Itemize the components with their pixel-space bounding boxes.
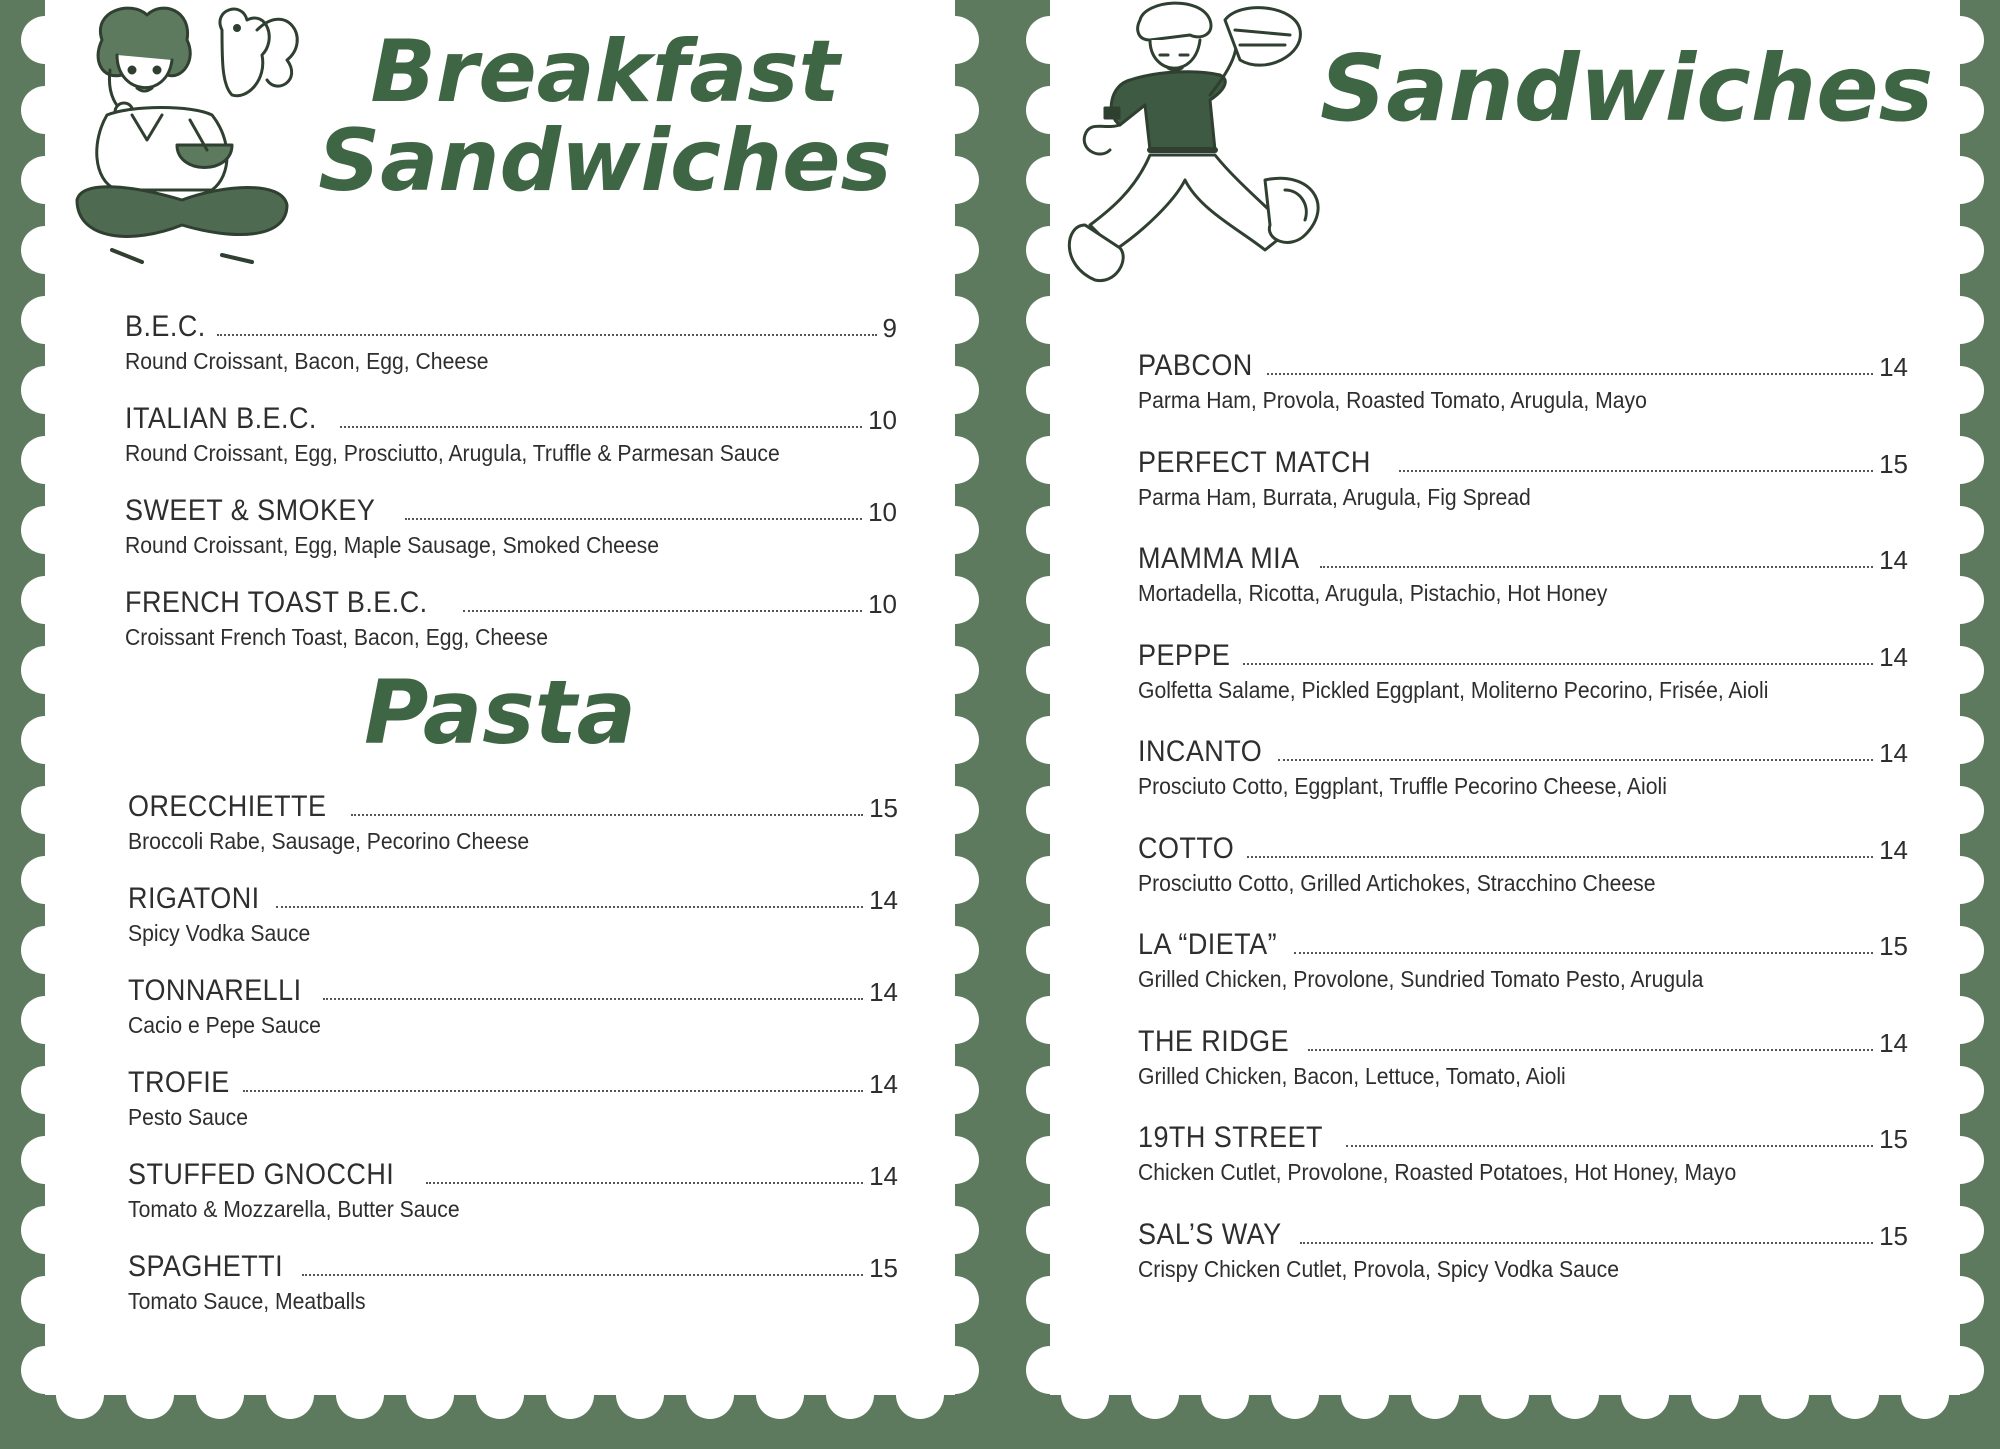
menu-item-price: 14: [1879, 738, 1908, 768]
dotted-leader: [1320, 565, 1874, 568]
menu-item-description: Pesto Sauce: [128, 1104, 248, 1130]
menu-item-description: Chicken Cutlet, Provolone, Roasted Potatoes, Hot Honey, Mayo: [1138, 1159, 1737, 1185]
menu-item-description: Tomato & Mozzarella, Butter Sauce: [128, 1196, 460, 1222]
menu-item-name: PEPPE: [1138, 638, 1231, 672]
menu-item-price: 14: [869, 885, 898, 915]
dotted-leader: [405, 517, 862, 520]
menu-item: [125, 306, 897, 398]
pasta-list: [128, 786, 898, 1338]
menu-item-price: 14: [1879, 834, 1908, 865]
menu-item-price: 15: [1879, 1124, 1908, 1154]
menu-item-price: 14: [1879, 352, 1908, 382]
menu-item-name: SWEET & SMOKEY: [125, 494, 376, 527]
menu-item-name: ITALIAN B.E.C.: [125, 402, 317, 435]
menu-item: [1138, 924, 1908, 1021]
menu-item-price: 15: [1879, 448, 1908, 479]
dotted-leader: [1278, 758, 1873, 761]
breakfast-heading-line1: Breakfast: [370, 22, 840, 122]
menu-item-description: Tomato Sauce, Meatballs: [128, 1288, 366, 1314]
menu-item-description: Mortadella, Ricotta, Arugula, Pistachio, Hot Honey: [1138, 580, 1608, 606]
breakfast-heading-line2: Sandwiches: [318, 110, 892, 211]
menu-item-description: Round Croissant, Egg, Prosciutto, Arugula, Truffle & Parmesan Sauce: [125, 440, 780, 466]
menu-item: [1138, 1214, 1908, 1311]
sandwiches-list: [1138, 345, 1908, 1310]
dotted-leader: [1267, 372, 1873, 375]
menu-item-description: Round Croissant, Egg, Maple Sausage, Smoked Cheese: [125, 532, 660, 558]
menu-item-price: 14: [869, 977, 898, 1007]
dotted-leader: [323, 997, 863, 1000]
dotted-leader: [426, 1181, 863, 1184]
menu-item-description: Croissant French Toast, Bacon, Egg, Cheese: [125, 624, 549, 650]
menu-item-name: ORECCHIETTE: [128, 790, 327, 823]
dotted-leader: [351, 813, 864, 816]
menu-item-price: 10: [868, 589, 897, 619]
menu-item: [1138, 442, 1908, 539]
menu-item: [1138, 731, 1908, 828]
menu-item-price: 14: [1879, 545, 1908, 575]
menu-item: [1138, 538, 1908, 635]
menu-item-name: RIGATONI: [128, 882, 260, 915]
menu-item: [1138, 635, 1908, 732]
dotted-leader: [1247, 855, 1873, 858]
menu-item-price: 15: [869, 793, 898, 823]
menu-item-description: Grilled Chicken, Bacon, Lettuce, Tomato, Aioli: [1138, 1062, 1566, 1089]
menu-item-name: FRENCH TOAST B.E.C.: [125, 586, 428, 619]
dotted-leader: [243, 1089, 863, 1092]
menu-item-name: SPAGHETTI: [128, 1250, 284, 1283]
dotted-leader: [1346, 1144, 1874, 1147]
menu-item-price: 14: [869, 1069, 898, 1099]
menu-item-price: 9: [882, 313, 897, 343]
child-eating-with-squirrel-illustration: [72, 0, 312, 290]
breakfast-sandwiches-list: [125, 306, 897, 674]
dotted-leader: [1399, 469, 1873, 472]
menu-item: [128, 878, 898, 970]
menu-item-price: 15: [1879, 931, 1908, 961]
menu-item-description: Parma Ham, Provola, Roasted Tomato, Arugula, Mayo: [1138, 387, 1647, 413]
menu-item: [128, 786, 898, 878]
menu-item-name: STUFFED GNOCCHI: [128, 1158, 395, 1191]
menu-item: [125, 398, 897, 490]
menu-item-name: PERFECT MATCH: [1138, 445, 1371, 479]
menu-item-description: Prosciuto Cotto, Eggplant, Truffle Pecorino Cheese, Aioli: [1138, 773, 1667, 799]
menu-item-price: 15: [869, 1253, 898, 1283]
menu-item-price: 14: [869, 1161, 898, 1191]
menu-item: [1138, 1021, 1908, 1118]
menu-item-description: Prosciutto Cotto, Grilled Artichokes, Stracchino Cheese: [1138, 869, 1656, 896]
menu-item-price: 15: [1879, 1220, 1908, 1251]
dotted-leader: [1300, 1241, 1874, 1244]
menu-item-name: THE RIDGE: [1138, 1024, 1290, 1058]
menu-item-description: Parma Ham, Burrata, Arugula, Fig Spread: [1138, 483, 1531, 510]
menu-item-description: Broccoli Rabe, Sausage, Pecorino Cheese: [128, 828, 530, 854]
dotted-leader: [302, 1273, 863, 1276]
menu-item: [128, 1246, 898, 1338]
menu-item-name: 19TH STREET: [1138, 1121, 1323, 1154]
menu-item: [128, 1154, 898, 1246]
menu-item-description: Crispy Chicken Cutlet, Provola, Spicy Vodka Sauce: [1138, 1255, 1620, 1282]
dotted-leader: [1294, 951, 1873, 954]
menu-item-price: 10: [868, 405, 897, 435]
dotted-leader: [276, 905, 863, 908]
dotted-leader: [1308, 1048, 1873, 1051]
pasta-heading: Pasta: [363, 661, 637, 764]
menu-item: [1138, 1117, 1908, 1214]
menu-item-price: 14: [1879, 1027, 1908, 1058]
menu-item-name: SAL’S WAY: [1138, 1217, 1282, 1251]
menu-item-price: 10: [868, 497, 897, 527]
menu-item: [128, 1062, 898, 1154]
breakfast-sandwiches-heading: [300, 22, 910, 211]
dotted-leader: [1243, 662, 1874, 665]
menu-item-name: PABCON: [1138, 349, 1253, 382]
menu-item-name: TONNARELLI: [128, 974, 302, 1007]
menu-item-name: INCANTO: [1138, 735, 1263, 768]
menu-item: [1138, 828, 1908, 925]
menu-item-description: Spicy Vodka Sauce: [128, 920, 311, 946]
menu-item-name: MAMMA MIA: [1138, 542, 1300, 575]
menu-item-description: Round Croissant, Bacon, Egg, Cheese: [125, 348, 489, 374]
dotted-leader: [463, 609, 862, 612]
menu-item: [1138, 345, 1908, 442]
dotted-leader: [217, 333, 877, 336]
menu-item-price: 14: [1879, 641, 1908, 672]
menu-item-description: Cacio e Pepe Sauce: [128, 1012, 321, 1038]
menu-item-name: LA “DIETA”: [1138, 928, 1278, 961]
menu-item-description: Golfetta Salame, Pickled Eggplant, Moliterno Pecorino, Frisée, Aioli: [1138, 676, 1769, 703]
menu-item-description: Grilled Chicken, Provolone, Sundried Tomato Pesto, Arugula: [1138, 966, 1704, 992]
dotted-leader: [340, 425, 862, 428]
walking-person-holding-sandwich-illustration: [1050, 0, 1340, 310]
menu-item: [128, 970, 898, 1062]
menu-item-name: B.E.C.: [125, 310, 206, 343]
menu-item-name: TROFIE: [128, 1066, 230, 1099]
sandwiches-heading: Sandwiches: [1320, 35, 1934, 142]
menu-item-name: COTTO: [1138, 831, 1235, 865]
menu-item: [125, 490, 897, 582]
